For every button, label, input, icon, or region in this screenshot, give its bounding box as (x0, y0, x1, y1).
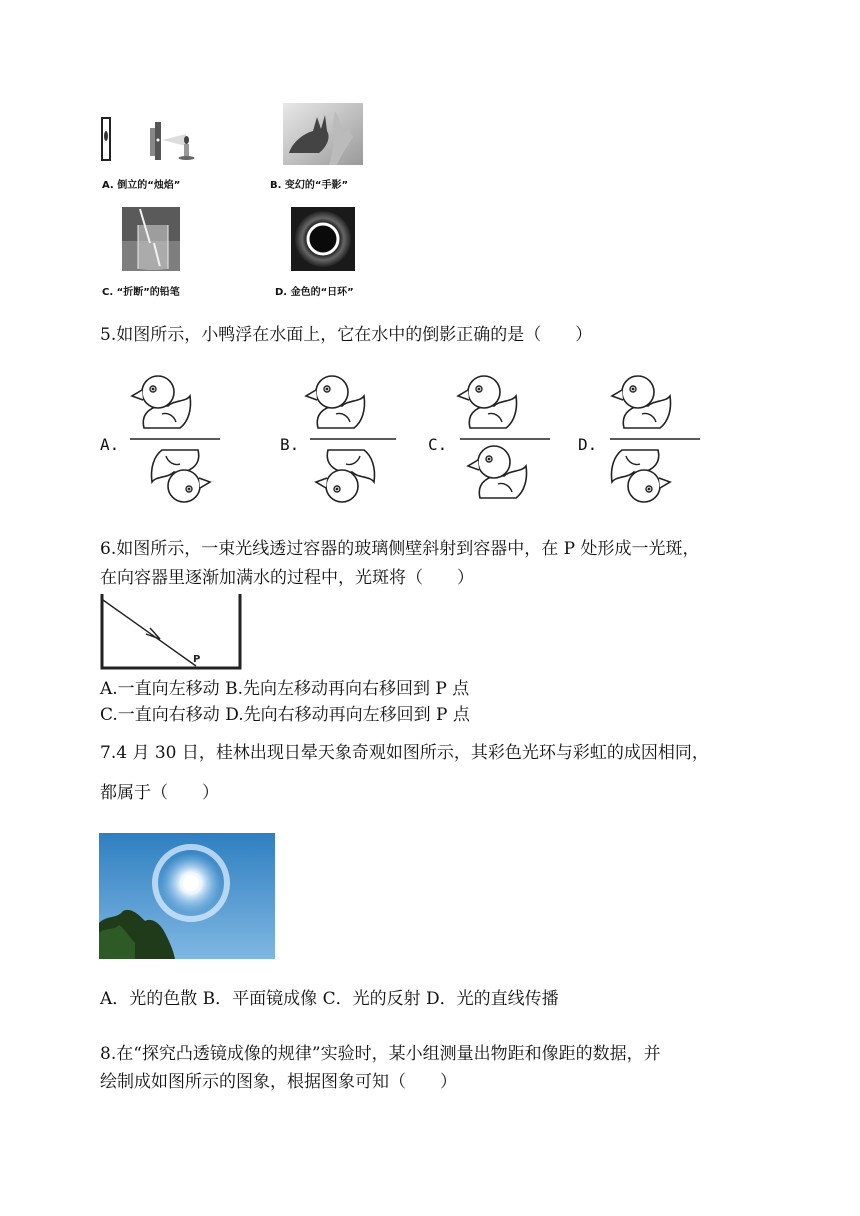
q4-option-d-image (291, 207, 355, 271)
q4-option-a-image (100, 108, 200, 164)
q4-caption-d: D. 金色的“日环” (275, 287, 354, 298)
q4-option-c-image (122, 207, 180, 271)
hand-shadow-icon (283, 103, 363, 165)
q8-stem-line2: 绘制成如图所示的图象，根据图象可知（ ） (100, 1072, 457, 1092)
q7-stem-line2: 都属于（ ） (100, 783, 219, 803)
q6-stem-line2: 在向容器里逐渐加满水的过程中，光斑将（ ） (100, 568, 474, 588)
q6-point-p-label: P (193, 654, 201, 665)
q5-label-c: C. (428, 435, 448, 454)
q7-stem-line1: 7.4 月 30 日，桂林出现日晕天象奇观如图所示，其彩色光环与彩虹的成因相同， (100, 743, 709, 763)
q4-caption-b: B. 变幻的“手影” (270, 180, 349, 191)
q5-duck-figures (90, 368, 850, 518)
q7-sun-halo-photo (99, 833, 275, 959)
q8-stem-line1: 8.在“探究凸透镜成像的规律”实验时，某小组测量出物距和像距的数据，并 (100, 1044, 661, 1064)
q6-options-line1: A.一直向左移动 B.先向左移动再向右移回到 P 点 (100, 679, 470, 699)
q5-label-d: D. (578, 435, 598, 454)
q6-options-line2: C.一直向右移动 D.先向右移动再向左移回到 P 点 (100, 705, 470, 725)
q5-stem: 5.如图所示，小鸭浮在水面上，它在水中的倒影正确的是（ ） (100, 325, 593, 345)
q4-caption-c: C. “折断”的铅笔 (102, 287, 180, 298)
q5-label-a: A. (100, 435, 120, 454)
q5-label-b: B. (280, 435, 300, 454)
annular-eclipse-icon (291, 207, 355, 271)
broken-pencil-icon (122, 207, 180, 271)
q4-option-b-image (283, 103, 363, 165)
q4-caption-a: A. 倒立的“烛焰” (102, 180, 181, 191)
sun-halo-icon (99, 833, 275, 959)
q6-stem-line1: 6.如图所示，一束光线透过容器的玻璃侧壁斜射到容器中，在 P 处形成一光斑， (100, 539, 700, 559)
candle-pinhole-icon (100, 108, 200, 164)
q7-options: A．光的色散 B．平面镜成像 C．光的反射 D．光的直线传播 (100, 989, 559, 1009)
q6-container-figure (100, 592, 246, 672)
